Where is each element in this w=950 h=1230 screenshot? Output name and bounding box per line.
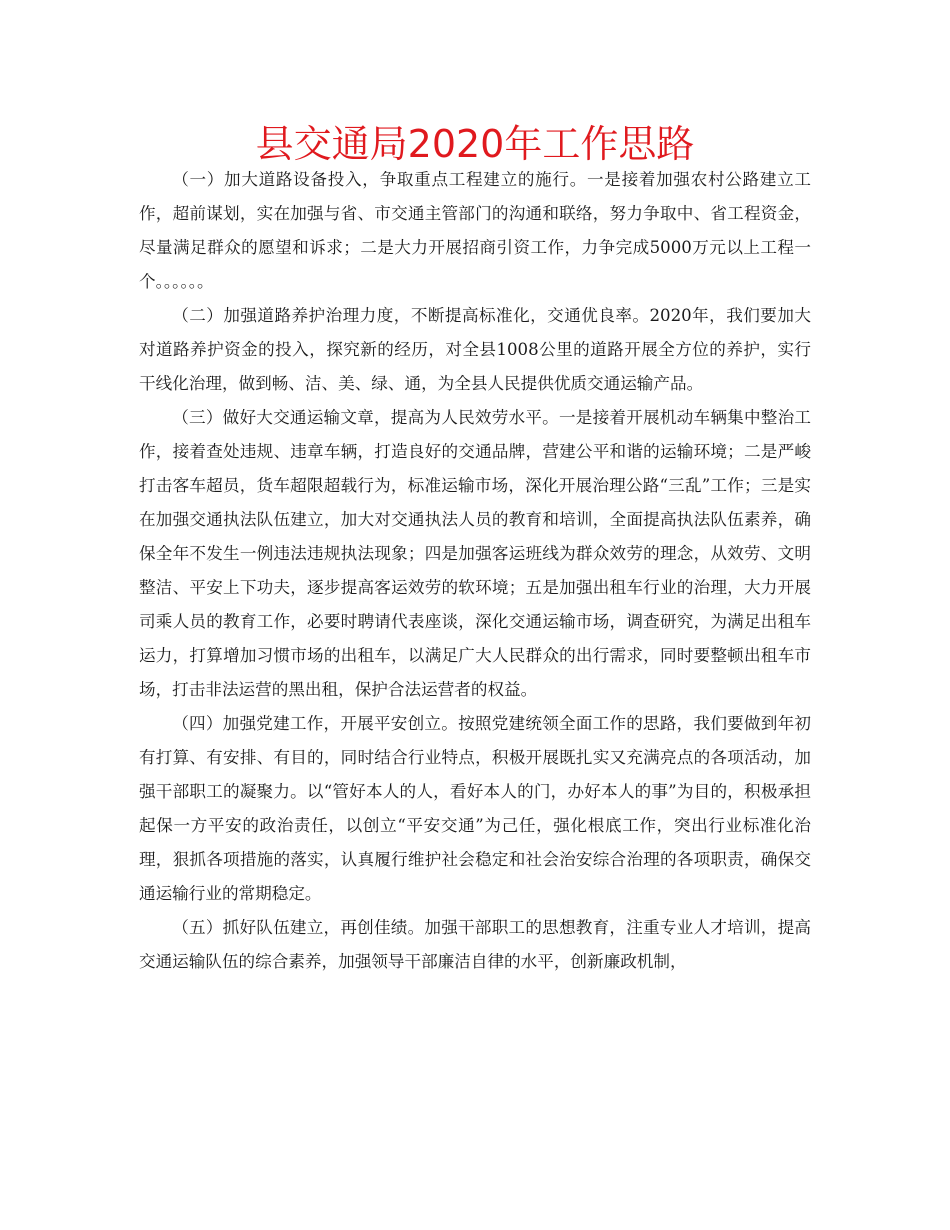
document-body	[139, 163, 811, 979]
paragraph-2: （二）加强道路养护治理力度，不断提高标准化，交通优良率。2020年，我们要加大对道路养护资金的投入，探究新的经历，对全县1008公里的道路开展全方位的养护，实行干线化治理，做到畅、洁、美、绿、通，为全县人民提供优质交通运输产品。	[139, 306, 811, 393]
paragraph-1: （一）加大道路设备投入，争取重点工程建立的施行。一是接着加强农村公路建立工作，超前谋划，实在加强与省、市交通主管部门的沟通和联络，努力争取中、省工程资金，尽量满足群众的愿望和诉求；二是大力开展招商引资工作，力争完成5000万元以上工程一个。。。。。。	[139, 170, 811, 291]
paragraph-4: （四）加强党建工作，开展平安创立。按照党建统领全面工作的思路，我们要做到年初有打算、有安排、有目的，同时结合行业特点，积极开展既扎实又充满亮点的各项活动，加强干部职工的凝聚力。以“管好本人的人，看好本人的门，办好本人的事”为目的，积极承担起保一方平安的政治责任，以创立“平安交通”为己任，强化根底工作，突出行业标准化治理，狠抓各项措施的落实，认真履行维护社会稳定和社会治安综合治理的各项职责，确保交通运输行业的常期稳定。	[139, 714, 811, 903]
document-title: 县交通局2020年工作思路	[255, 122, 695, 166]
paragraph-3: （三）做好大交通运输文章，提高为人民效劳水平。一是接着开展机动车辆集中整治工作，接着查处违规、违章车辆，打造良好的交通品牌，营建公平和谐的运输环境；二是严峻打击客车超员，货车超限超载行为，标准运输市场，深化开展治理公路“三乱”工作；三是实在加强交通执法队伍建立，加大对交通执法人员的教育和培训，全面提高执法队伍素养，确保全年不发生一例违法违规执法现象；四是加强客运班线为群众效劳的理念，从效劳、文明整洁、平安上下功夫，逐步提高客运效劳的软环境；五是加强出租车行业的治理，大力开展司乘人员的教育工作，必要时聘请代表座谈，深化交通运输市场，调查研究，为满足出租车运力，打算增加习惯市场的出租车，以满足广大人民群众的出行需求，同时要整顿出租车市场，打击非法运营的黑出租，保护合法运营者的权益。	[139, 408, 811, 699]
paragraph-5: （五）抓好队伍建立，再创佳绩。加强干部职工的思想教育，注重专业人才培训，提高交通运输队伍的综合素养，加强领导干部廉洁自律的水平，创新廉政机制，	[139, 918, 811, 971]
